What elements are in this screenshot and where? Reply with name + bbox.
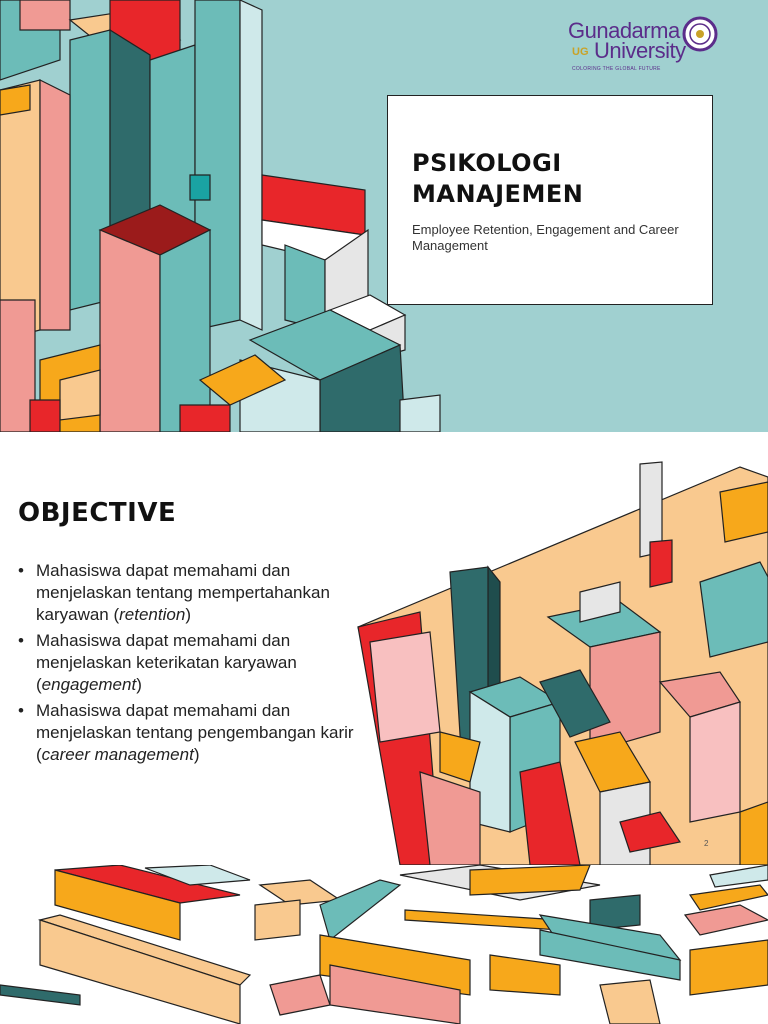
- bullet-emphasis: retention: [119, 605, 186, 624]
- slide-title: [412, 148, 583, 210]
- logo-name-line2: University: [594, 38, 686, 63]
- title-line-2: MANAJEMEN: [412, 180, 584, 208]
- bullet-closing: ): [136, 675, 142, 694]
- slide-subtitle: Employee Retention, Engagement and Career Management: [412, 222, 679, 253]
- title-line-1: PSIKOLOGI: [412, 149, 562, 177]
- bullet-emphasis: engagement: [41, 675, 137, 694]
- university-logo: [566, 16, 726, 76]
- university-seal-icon: [682, 16, 718, 52]
- bullet-closing: ): [193, 745, 200, 764]
- objective-slide: [0, 432, 768, 865]
- city-street-illustration: [0, 865, 768, 1024]
- logo-tagline: COLORING THE GLOBAL FUTURE: [572, 66, 661, 72]
- title-slide: [0, 0, 768, 432]
- bullet-text: Mahasiswa dapat memahami dan menjelaskan keterikatan karyawan (: [36, 631, 297, 694]
- bullet-icon: •: [18, 631, 24, 650]
- list-item: [18, 560, 363, 626]
- page-number: 2: [704, 839, 709, 848]
- partial-slide-illustration: [0, 865, 768, 1024]
- bullet-text: Mahasiswa dapat memahami dan menjelaskan tentang pengembangan karir (: [36, 701, 354, 764]
- logo-monogram: UG: [572, 46, 589, 58]
- objective-list: [18, 560, 363, 770]
- bullet-icon: •: [18, 701, 24, 720]
- bullet-icon: •: [18, 561, 24, 580]
- bullet-closing: ): [185, 605, 191, 624]
- bullet-emphasis: career management: [41, 745, 194, 764]
- list-item: [18, 700, 363, 766]
- logo-name-line1: Gunadarma: [568, 18, 680, 43]
- bullet-text: Mahasiswa dapat memahami dan menjelaskan tentang mempertahankan karyawan (: [36, 561, 330, 624]
- objective-heading: OBJECTIVE: [18, 498, 177, 528]
- title-card: [387, 95, 713, 305]
- list-item: [18, 630, 363, 696]
